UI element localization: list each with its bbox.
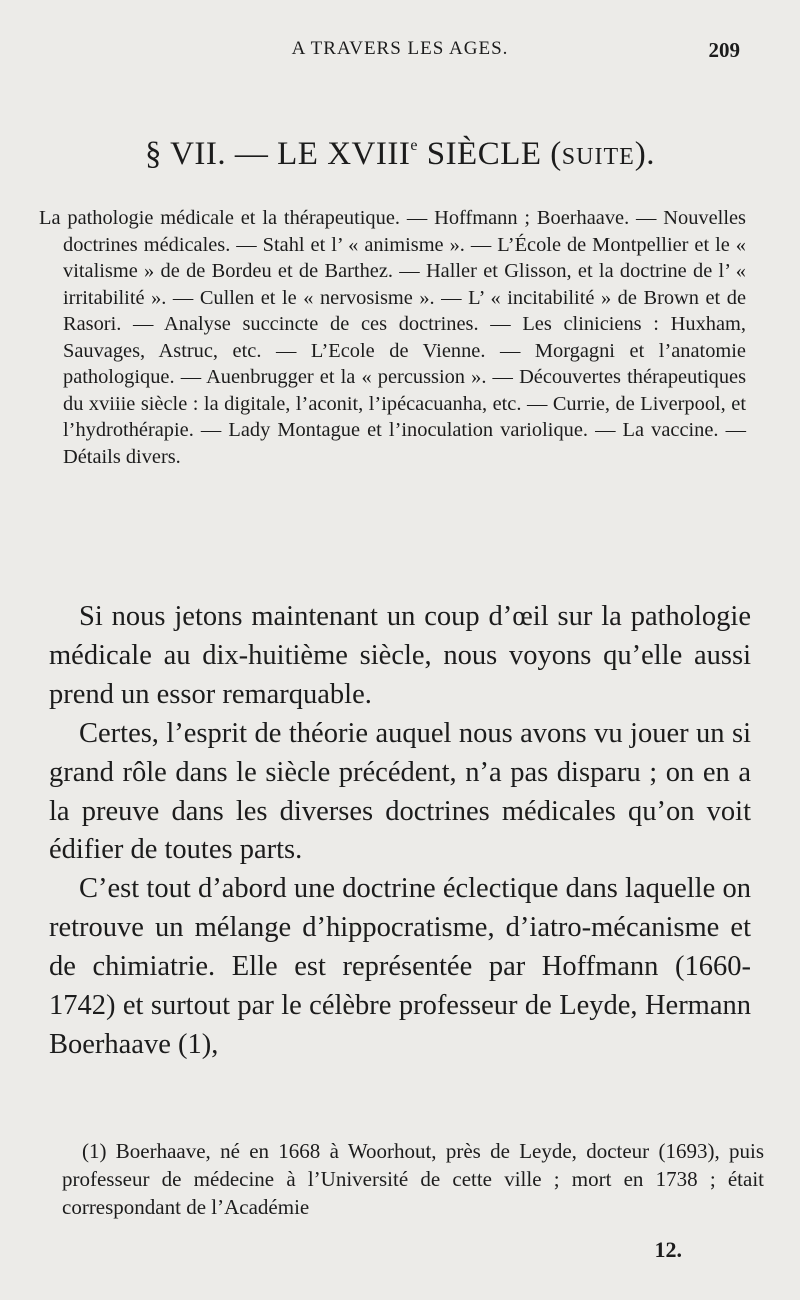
running-title: A TRAVERS LES AGES. xyxy=(291,38,509,59)
section-heading-small-caps: SUITE xyxy=(561,144,635,170)
section-heading-suffix: ). xyxy=(634,136,656,172)
running-head xyxy=(0,38,800,68)
footnote xyxy=(62,1137,764,1221)
body-paragraph: Si nous jetons maintenant un coup d’œil sur la pathologie médicale au dix-huitième siècle, nous voyons qu’elle aussi prend un essor remarquable. xyxy=(49,601,751,710)
body-paragraph: C’est tout d’abord une doctrine éclectique dans laquelle on retrouve un mélange d’hippocratisme, d’iatro-mécanisme et de chimiatrie. Elle est représentée par Hoffmann (1660-1742) et surtout par le célèbre professeur de Leyde, Hermann Boerhaave (1), xyxy=(49,873,751,1060)
section-heading-middle: SIÈCLE ( xyxy=(417,136,562,172)
section-heading-prefix: § VII. — LE XVIII xyxy=(144,136,411,172)
body-paragraph: Certes, l’esprit de théorie auquel nous avons vu jouer un si grand rôle dans le siècle précédent, n’a pas disparu ; on en a la preuve dans les diverses doctrines médicales qu’on voit édifier de toutes parts. xyxy=(49,717,751,866)
footnote-text: (1) Boerhaave, né en 1668 à Woorhout, près de Leyde, docteur (1693), puis professeur de médecine à l’Université de cette ville ; mort en 1738 ; était correspondant de l’Académie xyxy=(62,1139,764,1219)
section-heading xyxy=(0,136,800,173)
body-text xyxy=(49,598,751,1065)
section-heading-superscript: e xyxy=(410,137,418,154)
page-number: 209 xyxy=(708,38,740,62)
chapter-summary xyxy=(39,205,746,470)
signature-mark: 12. xyxy=(654,1237,682,1262)
chapter-summary-text: La pathologie médicale et la thérapeutique. — Hoffmann ; Boerhaave. — Nouvelles doctrines médicales. — Stahl et l’ « animisme ». — L’École de Montpellier et le « vitalisme » de de Bordeu et de Barthez. — Haller et Glisson, et la doctrine de l’ « irritabilité ». — Cullen et le « nervosisme ». — L’ « incitabilité » de Brown et de Rasori. — Analyse succincte de ces doctrines. — Les cliniciens : Huxham, Sauvages, Astruc, etc. — L’Ecole de Vienne. — Morgagni et l’anatomie pathologique. — Auenbrugger et la « percussion ». — Découvertes thérapeutiques du xviiie siècle : la digitale, l’aconit, l’ipécacuanha, etc. — Currie, de Liverpool, et l’hydrothérapie. — Lady Montague et l’inoculation variolique. — La vaccine. — Détails divers. xyxy=(39,207,746,468)
